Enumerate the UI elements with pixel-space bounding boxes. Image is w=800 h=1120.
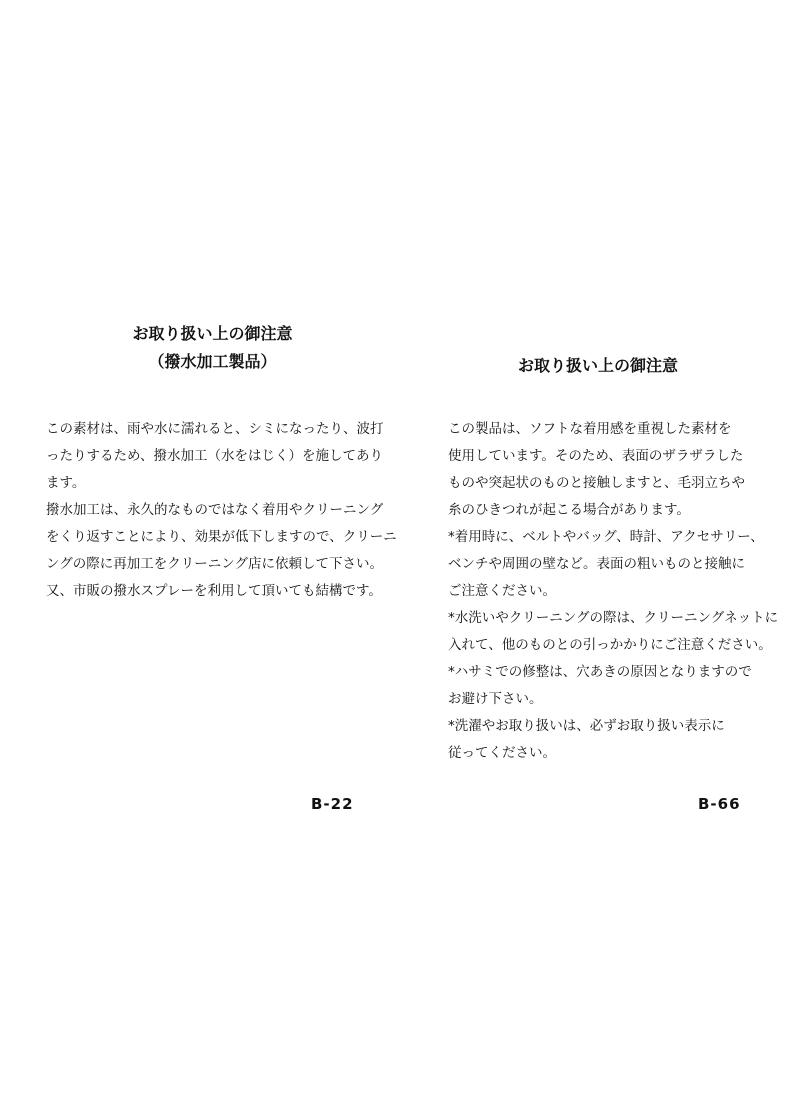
card-title: お取り扱い上の御注意 [517, 356, 678, 375]
body-line: この素材は、雨や水に濡れると、シミになったり、波打 [46, 421, 384, 437]
body-line: *ハサミでの修整は、穴あきの原因となりますので [448, 664, 752, 680]
page-number: B-22 [311, 795, 354, 813]
card-title: お取り扱い上の御注意 [132, 324, 293, 343]
title-block [46, 320, 379, 376]
card-body [46, 416, 397, 605]
body-line: *着用時に、ベルトやバッグ、時計、アクセサリー、 [448, 529, 764, 545]
body-line: ものや突起状のものと接触しますと、毛羽立ちや [448, 475, 745, 491]
card-subtitle: （撥水加工製品） [148, 352, 277, 371]
body-line: この製品は、ソフトな着用感を重視した素材を [448, 421, 732, 437]
body-line: *水洗いやクリーニングの際は、クリーニングネットに [448, 610, 779, 626]
body-line: ベンチや周囲の壁など。表面の粗いものと接触に [448, 556, 745, 572]
body-line: 又、市販の撥水スプレーを利用して頂いても結構です。 [46, 583, 382, 599]
body-line: 糸のひきつれが起こる場合があります。 [448, 502, 690, 518]
body-line: *洗濯やお取り扱いは、必ずお取り扱い表示に [448, 718, 725, 734]
body-line: 使用しています。そのため、表面のザラザラした [448, 448, 744, 464]
body-line: ったりするため、撥水加工（水をはじく）を施してあり [46, 448, 383, 464]
body-line: お避け下さい。 [448, 691, 543, 707]
title-block [448, 352, 748, 380]
body-line: ングの際に再加工をクリーニング店に依頼して下さい。 [46, 556, 383, 572]
body-line: をくり返すことにより、効果が低下しますので、クリーニ [46, 529, 397, 545]
body-line: 入れて、他のものとの引っかかりにご注意ください。 [448, 637, 772, 653]
care-notice-card-b22 [46, 320, 397, 605]
body-line: ご注意ください。 [448, 583, 556, 599]
card-body [448, 416, 779, 767]
page-number: B-66 [698, 795, 741, 813]
body-line: 撥水加工は、永久的なものではなく着用やクリーニング [46, 502, 384, 518]
body-line: ます。 [46, 475, 86, 491]
body-line: 従ってください。 [448, 745, 556, 761]
care-notice-card-b66 [448, 320, 779, 767]
